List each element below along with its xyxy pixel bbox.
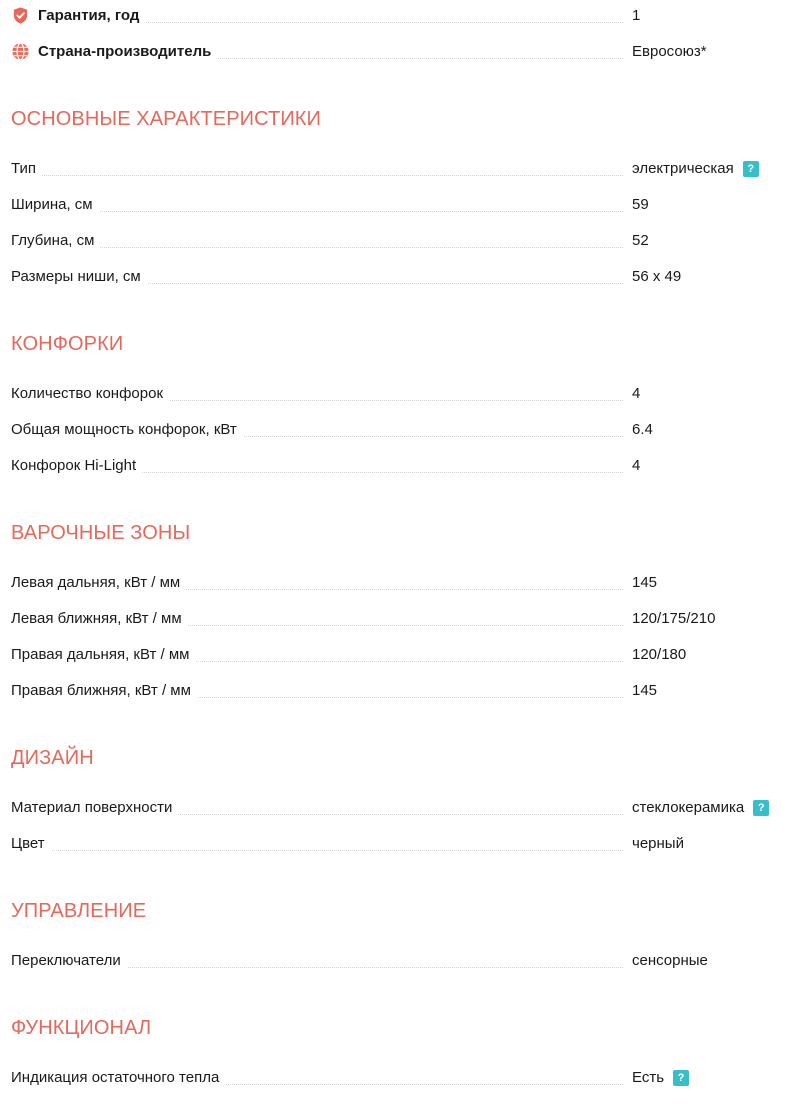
section-heading-function: ФУНКЦИОНАЛ <box>11 1017 152 1039</box>
help-icon[interactable]: ? <box>753 800 769 816</box>
spec-label: Глубина, см <box>11 231 100 251</box>
spec-row <box>11 1066 781 1090</box>
spec-value: 1 <box>632 7 641 24</box>
spec-value: 4 <box>632 385 641 402</box>
spec-label: Индикация остаточного тепла <box>11 1068 225 1088</box>
spec-value: 52 <box>632 232 649 249</box>
dotted-leader <box>11 211 623 212</box>
spec-label: Переключатели <box>11 951 127 971</box>
help-icon[interactable]: ? <box>673 1070 689 1086</box>
dotted-leader <box>11 175 623 176</box>
spec-value: черный <box>632 835 684 852</box>
spec-value <box>632 798 769 818</box>
dotted-leader <box>11 247 623 248</box>
spec-label: Правая дальняя, кВт / мм <box>11 645 196 665</box>
spec-label: Левая ближняя, кВт / мм <box>11 609 188 629</box>
spec-value: 120/180 <box>632 646 687 663</box>
spec-label: Общая мощность конфорок, кВт <box>11 420 243 440</box>
help-icon[interactable]: ? <box>743 161 759 177</box>
spec-value: 6.4 <box>632 421 653 438</box>
spec-row <box>11 382 781 406</box>
spec-row <box>11 265 781 289</box>
spec-row <box>11 571 781 595</box>
spec-row <box>11 679 781 703</box>
spec-value: 56 x 49 <box>632 268 682 285</box>
section-heading-zones: ВАРОЧНЫЕ ЗОНЫ <box>11 522 191 544</box>
spec-label: Правая ближняя, кВт / мм <box>11 681 197 701</box>
spec-value <box>632 1068 689 1088</box>
spec-label: Гарантия, год <box>11 6 145 26</box>
spec-value: 145 <box>632 682 658 699</box>
spec-label: Размеры ниши, см <box>11 267 147 287</box>
spec-row-country <box>11 40 781 64</box>
spec-label: Левая дальняя, кВт / мм <box>11 573 186 593</box>
spec-row <box>11 229 781 253</box>
spec-row <box>11 643 781 667</box>
spec-label: Конфорок Hi-Light <box>11 456 142 476</box>
section-heading-control: УПРАВЛЕНИЕ <box>11 900 147 922</box>
section-heading-design: ДИЗАЙН <box>11 747 94 769</box>
spec-label: Ширина, см <box>11 195 99 215</box>
spec-label: Цвет <box>11 834 51 854</box>
spec-value: 145 <box>632 574 658 591</box>
spec-label: Страна-производитель <box>11 42 217 62</box>
spec-row <box>11 832 781 856</box>
spec-row-warranty <box>11 4 781 28</box>
spec-row <box>11 796 781 820</box>
spec-value-text: стеклокерамика <box>632 799 745 816</box>
globe-icon <box>11 42 30 61</box>
spec-row <box>11 193 781 217</box>
spec-row <box>11 157 781 181</box>
spec-value-text: Есть <box>632 1069 665 1086</box>
spec-row <box>11 454 781 478</box>
spec-label: Количество конфорок <box>11 384 169 404</box>
spec-row <box>11 418 781 442</box>
spec-label: Тип <box>11 159 42 179</box>
dotted-leader <box>11 850 623 851</box>
shield-check-icon <box>11 6 30 25</box>
section-heading-burners: КОНФОРКИ <box>11 333 124 355</box>
spec-value <box>632 159 759 179</box>
spec-value: 59 <box>632 196 649 213</box>
section-heading-main: ОСНОВНЫЕ ХАРАКТЕРИСТИКИ <box>11 108 322 130</box>
spec-label: Материал поверхности <box>11 798 178 818</box>
spec-value: 120/175/210 <box>632 610 716 627</box>
spec-row <box>11 949 781 973</box>
spec-value: сенсорные <box>632 952 708 969</box>
spec-value: Евросоюз* <box>632 43 707 60</box>
spec-row <box>11 607 781 631</box>
spec-value-text: электрическая <box>632 160 734 177</box>
spec-value: 4 <box>632 457 641 474</box>
